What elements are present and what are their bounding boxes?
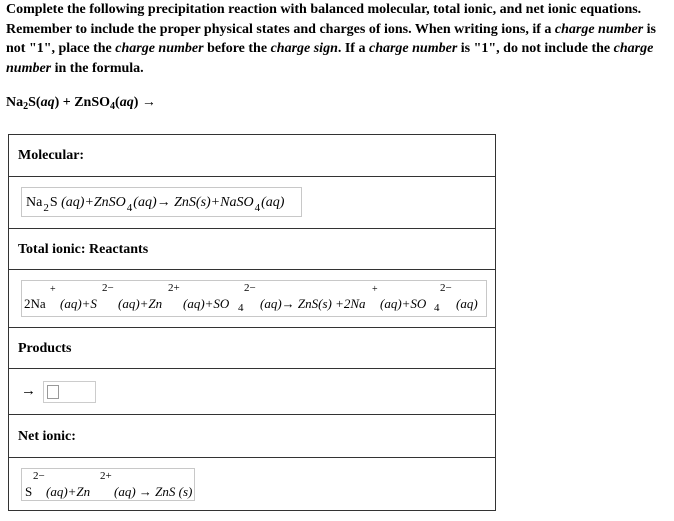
molecular-label-panel bbox=[8, 134, 496, 177]
total-ionic-label: Total ionic: Reactants bbox=[18, 242, 149, 257]
products-label-panel bbox=[8, 327, 496, 369]
molecular-label: Molecular: bbox=[18, 148, 85, 163]
total-ionic-equation-input[interactable]: 2Na + (aq)+S 2− (aq)+Zn 2+ (aq)+SO 2− 4 (aq)→ ZnS(s) +2Na + (aq)+SO 2− 4 (aq) bbox=[21, 280, 487, 317]
net-ionic-answer-panel bbox=[8, 457, 496, 511]
question-instructions: Complete the following precipitation reaction with balanced molecular, total ionic, and net ionic equations. Remember to include the proper physical states and charges of ions. When writing ions, if a charge number is not "1", place the charge number before the charge sign. If a charge number is "1", do not include the charge number in the formula. bbox=[6, 2, 657, 76]
products-answer-panel bbox=[8, 368, 496, 415]
products-arrow: → bbox=[21, 383, 36, 399]
molecular-answer-panel bbox=[8, 176, 496, 229]
products-input[interactable] bbox=[43, 381, 96, 403]
molecular-equation-input[interactable]: Na 2 S (aq)+ZnSO 4 (aq)→ ZnS(s)+NaSO 4 (aq) bbox=[21, 187, 302, 217]
total-ionic-answer-panel bbox=[8, 269, 496, 328]
net-ionic-label: Net ionic: bbox=[18, 429, 76, 444]
net-ionic-equation-input[interactable]: S 2− (aq)+Zn 2+ (aq) → ZnS (s) bbox=[21, 468, 195, 501]
given-reaction: $Na_2S(aq)$ + ZnSO$_4$(aq) → bbox=[6, 95, 156, 112]
total-ionic-label-panel bbox=[8, 228, 496, 270]
input-cursor-box bbox=[47, 385, 59, 399]
products-label: Products bbox=[18, 341, 72, 356]
net-ionic-label-panel bbox=[8, 414, 496, 458]
